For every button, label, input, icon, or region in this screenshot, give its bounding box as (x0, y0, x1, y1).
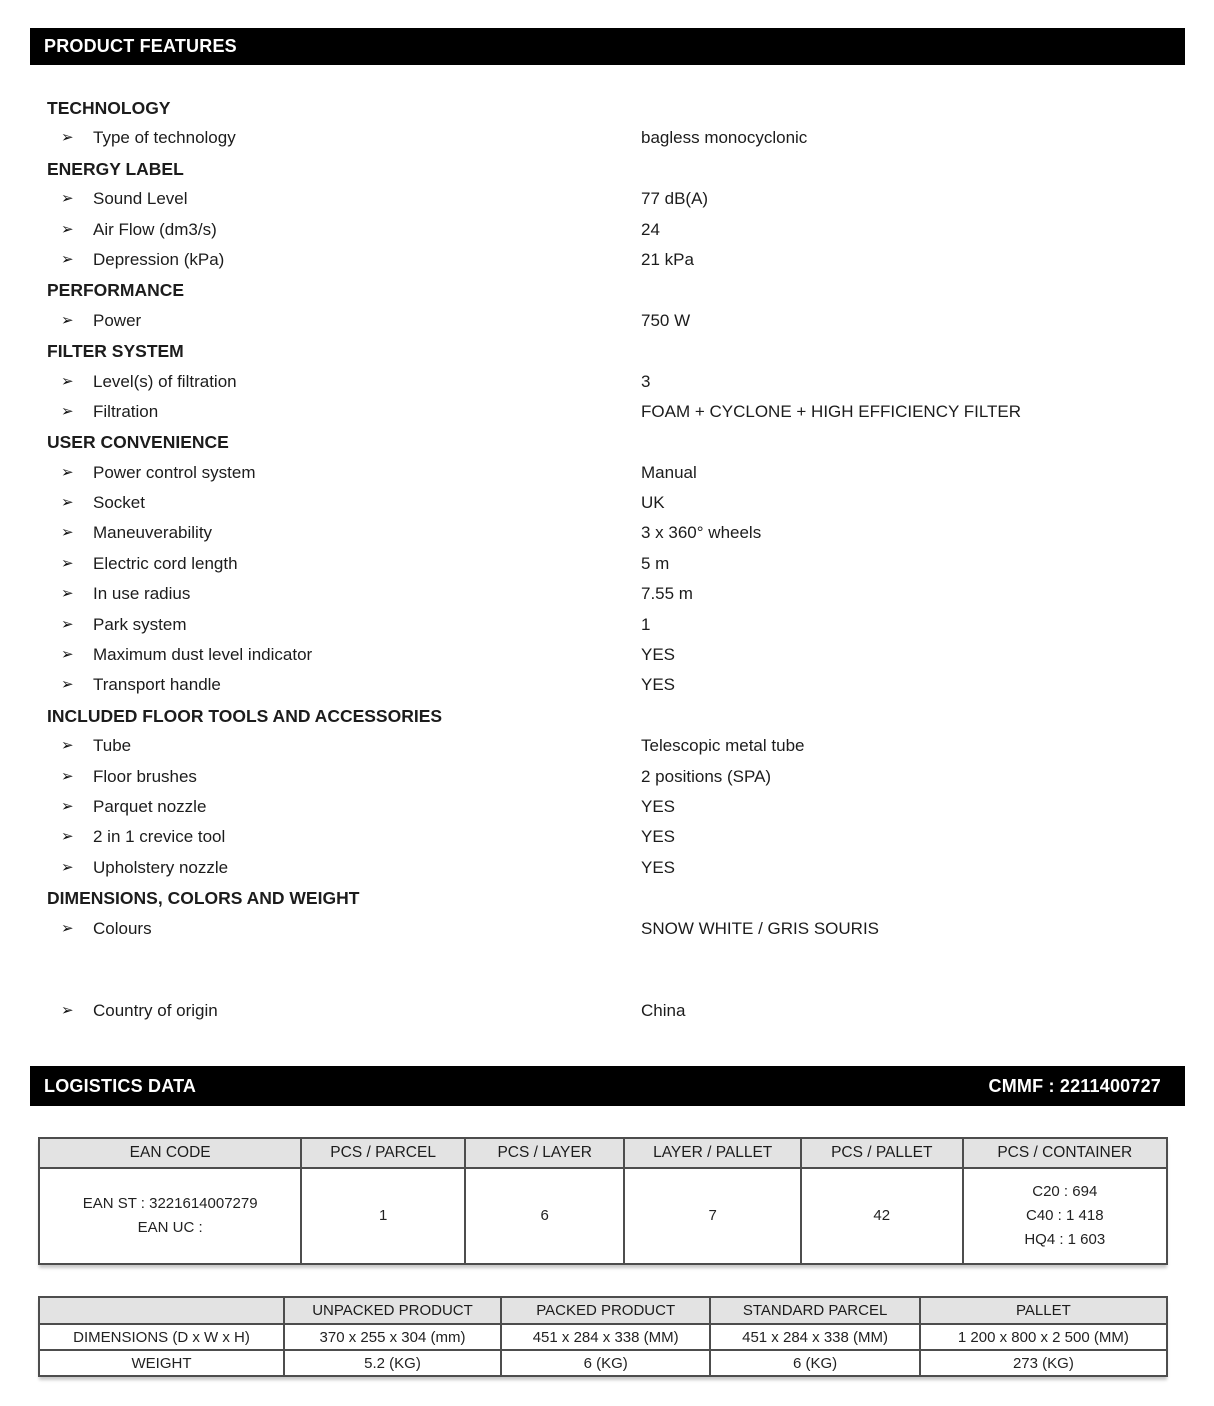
feature-label: In use radius (93, 584, 191, 604)
table-cell-line: 42 (873, 1207, 891, 1225)
feature-label: Sound Level (93, 189, 188, 209)
feature-section-heading: DIMENSIONS, COLORS AND WEIGHT (47, 888, 360, 909)
feature-row (30, 488, 1185, 518)
feature-value: Manual (641, 462, 697, 482)
logistics-table-header-row (39, 1138, 1167, 1168)
feature-label: Type of technology (93, 128, 236, 148)
arrow-bullet-icon: ➢ (61, 919, 74, 937)
column-header: UNPACKED PRODUCT (284, 1297, 501, 1324)
feature-value: 1 (641, 614, 651, 634)
column-header: PCS / LAYER (465, 1138, 624, 1168)
feature-row (30, 458, 1185, 488)
feature-value: 3 x 360° wheels (641, 523, 762, 543)
arrow-bullet-icon: ➢ (61, 858, 74, 876)
feature-label: Level(s) of filtration (93, 371, 237, 391)
table-cell (963, 1168, 1167, 1264)
feature-row (30, 670, 1185, 700)
feature-label: Maximum dust level indicator (93, 645, 313, 665)
feature-label: Park system (93, 614, 187, 634)
table-cell-line: 7 (708, 1207, 717, 1225)
arrow-bullet-icon: ➢ (61, 250, 74, 268)
table-cell (801, 1168, 963, 1264)
feature-row (30, 549, 1185, 579)
feature-row (30, 123, 1185, 153)
table-cell-line: C40 : 1 418 (1025, 1207, 1104, 1225)
feature-row (30, 996, 1185, 1026)
feature-label: Maneuverability (93, 523, 213, 543)
feature-row (30, 822, 1185, 852)
feature-label: Filtration (93, 401, 159, 421)
feature-row (30, 640, 1185, 670)
dimensions-table (38, 1296, 1168, 1377)
feature-value: 750 W (641, 310, 691, 330)
feature-value: 5 m (641, 553, 670, 573)
feature-value: FOAM + CYCLONE + HIGH EFFICIENCY FILTER (641, 401, 1022, 421)
feature-value: 21 kPa (641, 249, 694, 269)
table-cell: 6 (KG) (501, 1350, 710, 1376)
feature-value: YES (641, 827, 676, 847)
column-header: PCS / PALLET (801, 1138, 963, 1168)
arrow-bullet-icon: ➢ (61, 494, 74, 512)
feature-label: Electric cord length (93, 553, 238, 573)
table-cell-line: 6 (540, 1207, 549, 1225)
feature-label: Power control system (93, 462, 256, 482)
logistics-table-data-row (39, 1168, 1167, 1264)
table-row (39, 1350, 1167, 1376)
feature-value: 24 (641, 219, 660, 239)
arrow-bullet-icon: ➢ (61, 129, 74, 147)
feature-value: bagless monocyclonic (641, 128, 808, 148)
arrow-bullet-icon: ➢ (61, 463, 74, 481)
feature-row (30, 518, 1185, 548)
feature-row (30, 792, 1185, 822)
feature-label: Upholstery nozzle (93, 857, 229, 877)
table-cell: 5.2 (KG) (284, 1350, 501, 1376)
feature-row (30, 367, 1185, 397)
feature-value: YES (641, 857, 676, 877)
spec-sheet (30, 28, 1185, 1377)
arrow-bullet-icon: ➢ (61, 402, 74, 420)
feature-section-heading: USER CONVENIENCE (47, 432, 229, 453)
column-header: LAYER / PALLET (624, 1138, 801, 1168)
product-features-header (30, 28, 1185, 65)
dimensions-table-wrap (38, 1296, 1168, 1377)
arrow-bullet-icon: ➢ (61, 585, 74, 603)
table-cell: 370 x 255 x 304 (mm) (284, 1324, 501, 1350)
feature-value: YES (641, 796, 676, 816)
table-cell-line: C20 : 694 (1032, 1183, 1098, 1201)
table-cell: 451 x 284 x 338 (MM) (710, 1324, 919, 1350)
feature-label: Power (93, 310, 142, 330)
feature-section-heading: ENERGY LABEL (47, 158, 184, 179)
feature-label: Air Flow (dm3/s) (93, 219, 217, 239)
product-features-title: PRODUCT FEATURES (44, 36, 237, 56)
feature-row (30, 914, 1185, 944)
feature-row (30, 579, 1185, 609)
table-cell (39, 1168, 301, 1264)
table-cell: DIMENSIONS (D x W x H) (39, 1324, 284, 1350)
arrow-bullet-icon: ➢ (61, 615, 74, 633)
column-header: EAN CODE (39, 1138, 301, 1168)
arrow-bullet-icon: ➢ (61, 372, 74, 390)
table-cell-line: HQ4 : 1 603 (1024, 1231, 1106, 1249)
arrow-bullet-icon: ➢ (61, 797, 74, 815)
feature-value: 7.55 m (641, 584, 693, 604)
feature-value: 2 positions (SPA) (641, 766, 772, 786)
arrow-bullet-icon: ➢ (61, 1001, 74, 1019)
feature-label: Transport handle (93, 675, 221, 695)
feature-label: Tube (93, 736, 132, 756)
feature-value: 77 dB(A) (641, 189, 709, 209)
feature-value: Telescopic metal tube (641, 736, 805, 756)
column-header: PALLET (920, 1297, 1167, 1324)
feature-section-heading: TECHNOLOGY (47, 98, 171, 118)
logistics-title: LOGISTICS DATA (44, 1075, 197, 1096)
feature-section-heading: PERFORMANCE (47, 280, 185, 301)
feature-row (30, 306, 1185, 336)
dimensions-table-header-row (39, 1297, 1167, 1324)
arrow-bullet-icon: ➢ (61, 220, 74, 238)
logistics-table (38, 1137, 1168, 1265)
arrow-bullet-icon: ➢ (61, 190, 74, 208)
feature-row (30, 215, 1185, 245)
feature-label: Socket (93, 493, 145, 513)
table-cell (624, 1168, 801, 1264)
feature-value: YES (641, 675, 676, 695)
table-cell (301, 1168, 465, 1264)
feature-row (30, 762, 1185, 792)
arrow-bullet-icon: ➢ (61, 737, 74, 755)
table-cell: 273 (KG) (920, 1350, 1167, 1376)
feature-section-heading: INCLUDED FLOOR TOOLS AND ACCESSORIES (47, 705, 443, 726)
column-header: PACKED PRODUCT (501, 1297, 710, 1324)
feature-value: SNOW WHITE / GRIS SOURIS (641, 918, 880, 938)
feature-label: 2 in 1 crevice tool (93, 827, 226, 847)
feature-label: Depression (kPa) (93, 249, 225, 269)
table-cell: 6 (KG) (710, 1350, 919, 1376)
feature-row (30, 397, 1185, 427)
feature-label: Parquet nozzle (93, 796, 207, 816)
feature-label: Floor brushes (93, 766, 197, 786)
feature-value: YES (641, 645, 676, 665)
feature-row (30, 184, 1185, 214)
arrow-bullet-icon: ➢ (61, 524, 74, 542)
table-cell-line: EAN UC : (137, 1219, 203, 1237)
logistics-header (30, 1066, 1185, 1106)
logistics-table-wrap (38, 1137, 1168, 1265)
cmmf-code: CMMF : 2211400727 (988, 1075, 1161, 1096)
feature-value: 3 (641, 371, 651, 391)
features-list (30, 93, 1185, 1026)
arrow-bullet-icon: ➢ (61, 554, 74, 572)
feature-label: Country of origin (93, 1000, 218, 1020)
feature-label: Colours (93, 918, 152, 938)
feature-value: China (641, 1000, 686, 1020)
arrow-bullet-icon: ➢ (61, 646, 74, 664)
arrow-bullet-icon: ➢ (61, 676, 74, 694)
column-header: PCS / PARCEL (301, 1138, 465, 1168)
arrow-bullet-icon: ➢ (61, 828, 74, 846)
table-cell: WEIGHT (39, 1350, 284, 1376)
table-cell: 451 x 284 x 338 (MM) (501, 1324, 710, 1350)
feature-row (30, 245, 1185, 275)
table-row (39, 1324, 1167, 1350)
column-header: STANDARD PARCEL (710, 1297, 919, 1324)
table-cell: 1 200 x 800 x 2 500 (MM) (920, 1324, 1167, 1350)
feature-value: UK (641, 493, 665, 513)
feature-section-heading: FILTER SYSTEM (47, 341, 184, 362)
dimensions-table-body (39, 1324, 1167, 1376)
arrow-bullet-icon: ➢ (61, 767, 74, 785)
table-cell (465, 1168, 624, 1264)
table-cell-line: EAN ST : 3221614007279 (82, 1195, 258, 1213)
feature-row (30, 731, 1185, 761)
arrow-bullet-icon: ➢ (61, 311, 74, 329)
table-cell-line: 1 (378, 1207, 388, 1225)
feature-row (30, 610, 1185, 640)
column-header (39, 1297, 284, 1324)
feature-row (30, 853, 1185, 883)
column-header: PCS / CONTAINER (963, 1138, 1167, 1168)
